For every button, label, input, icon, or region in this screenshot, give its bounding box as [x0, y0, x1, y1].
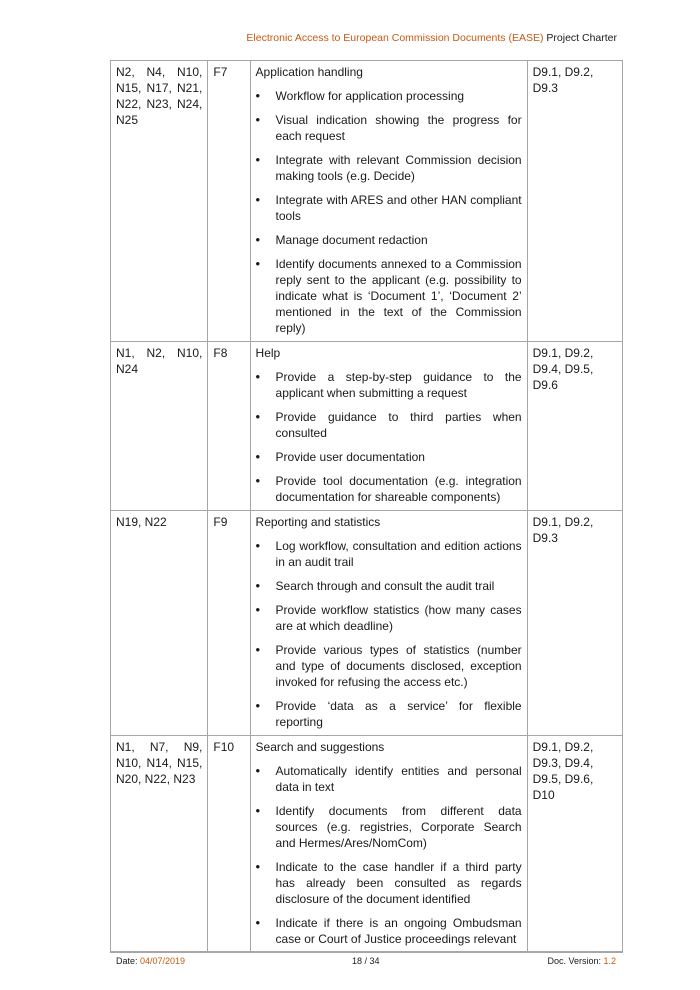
- bullet-list: [256, 538, 522, 730]
- description-cell: [250, 736, 527, 953]
- deliverable-line: D9.1, D9.2,: [532, 65, 594, 79]
- bullet-item: • Visual indication showing the progress for each request: [256, 112, 522, 144]
- deliverable-line: D9.4, D9.5,: [532, 362, 594, 376]
- needs-line: N25: [116, 113, 139, 127]
- function-title: Help: [255, 346, 281, 360]
- needs-cell: [111, 342, 208, 511]
- needs-line: N10, N14, N15,: [116, 756, 203, 770]
- description-cell: [250, 511, 527, 736]
- bullet-list: [256, 369, 522, 505]
- needs-line: N24: [116, 362, 139, 376]
- function-title: Search and suggestions: [255, 740, 385, 754]
- needs-cell: [111, 61, 208, 342]
- function-id-cell: F10: [208, 736, 250, 953]
- bullet-item: • Provide various types of statistics (number and type of documents disclosed, exception invoked for refusing the access etc.): [256, 642, 522, 690]
- footer-version-value: 1.2: [603, 956, 616, 966]
- needs-line: N1, N2, N10,: [116, 346, 203, 360]
- footer-version: [547, 956, 616, 966]
- header-title: Electronic Access to European Commission Documents (EASE): [246, 32, 544, 44]
- function-id-cell: F9: [208, 511, 250, 736]
- function-title: Application handling: [255, 65, 363, 79]
- bullet-item: • Indicate to the case handler if a third party has already been consulted as regards disclosure of the document identified: [256, 859, 522, 907]
- needs-line: N2, N4, N10,: [116, 65, 203, 79]
- bullet-item: • Integrate with relevant Commission decision making tools (e.g. Decide): [256, 152, 522, 184]
- bullet-list: [256, 763, 522, 947]
- bullet-item: • Provide user documentation: [256, 449, 522, 465]
- deliverables-cell: [527, 342, 622, 511]
- description-cell: [250, 342, 527, 511]
- bullet-item: • Log workflow, consultation and edition actions in an audit trail: [256, 538, 522, 570]
- deliverable-line: D9.1, D9.2,: [532, 740, 594, 754]
- bullet-item: • Workflow for application processing: [256, 88, 522, 104]
- footer-page-number: 18 / 34: [352, 956, 380, 966]
- description-cell: [250, 61, 527, 342]
- bullet-item: • Manage document redaction: [256, 232, 522, 248]
- needs-line: N15, N17, N21,: [116, 81, 203, 95]
- requirements-table-body: [111, 61, 623, 953]
- deliverable-line: D9.3, D9.4,: [532, 756, 594, 770]
- needs-line: N19, N22: [116, 515, 167, 529]
- page-header: [246, 32, 617, 44]
- table-row: [111, 342, 623, 511]
- footer-divider: [110, 951, 623, 952]
- footer-date-label: Date:: [116, 956, 141, 966]
- footer-date-value: 04/07/2019: [140, 956, 186, 966]
- deliverables-cell: [527, 736, 622, 953]
- function-id-cell: F8: [208, 342, 250, 511]
- function-id-cell: F7: [208, 61, 250, 342]
- table-row: [111, 736, 623, 953]
- deliverable-line: D9.1, D9.2,: [532, 515, 594, 529]
- header-suffix: Project Charter: [546, 32, 617, 44]
- deliverables-cell: [527, 511, 622, 736]
- requirements-table: [110, 60, 623, 953]
- needs-line: N22, N23, N24,: [116, 97, 203, 111]
- table-row: [111, 511, 623, 736]
- deliverable-line: D9.6: [532, 378, 558, 392]
- bullet-list: [256, 88, 522, 336]
- needs-line: N20, N22, N23: [116, 772, 196, 786]
- function-title: Reporting and statistics: [255, 515, 381, 529]
- deliverable-line: D9.3: [532, 531, 558, 545]
- footer-date: [116, 956, 185, 966]
- bullet-item: • Automatically identify entities and personal data in text: [256, 763, 522, 795]
- bullet-item: • Search through and consult the audit trail: [256, 578, 522, 594]
- bullet-item: • Indicate if there is an ongoing Ombudsman case or Court of Justice proceedings relevant: [256, 915, 522, 947]
- bullet-item: • Provide workflow statistics (how many cases are at which deadline): [256, 602, 522, 634]
- deliverable-line: D9.1, D9.2,: [532, 346, 594, 360]
- bullet-item: • Provide a step-by-step guidance to the applicant when submitting a request: [256, 369, 522, 401]
- deliverables-cell: [527, 61, 622, 342]
- bullet-item: • Integrate with ARES and other HAN compliant tools: [256, 192, 522, 224]
- table-row: [111, 61, 623, 342]
- bullet-item: • Identify documents annexed to a Commission reply sent to the applicant (e.g. possibility to indicate what is ‘Document 1’, ‘Document 2’ mentioned in the text of the Commission reply): [256, 256, 522, 336]
- bullet-item: • Provide guidance to third parties when consulted: [256, 409, 522, 441]
- needs-cell: [111, 736, 208, 953]
- bullet-item: • Provide tool documentation (e.g. integration documentation for shareable components): [256, 473, 522, 505]
- footer-version-label: Doc. Version:: [547, 956, 604, 966]
- needs-line: N1, N7, N9,: [116, 740, 203, 754]
- bullet-item: • Identify documents from different data sources (e.g. registries, Corporate Search and Hermes/Ares/NomCom): [256, 803, 522, 851]
- needs-cell: [111, 511, 208, 736]
- bullet-item: • Provide ‘data as a service’ for flexible reporting: [256, 698, 522, 730]
- deliverable-line: D9.3: [532, 81, 558, 95]
- deliverable-line: D9.5, D9.6, D10: [532, 772, 594, 802]
